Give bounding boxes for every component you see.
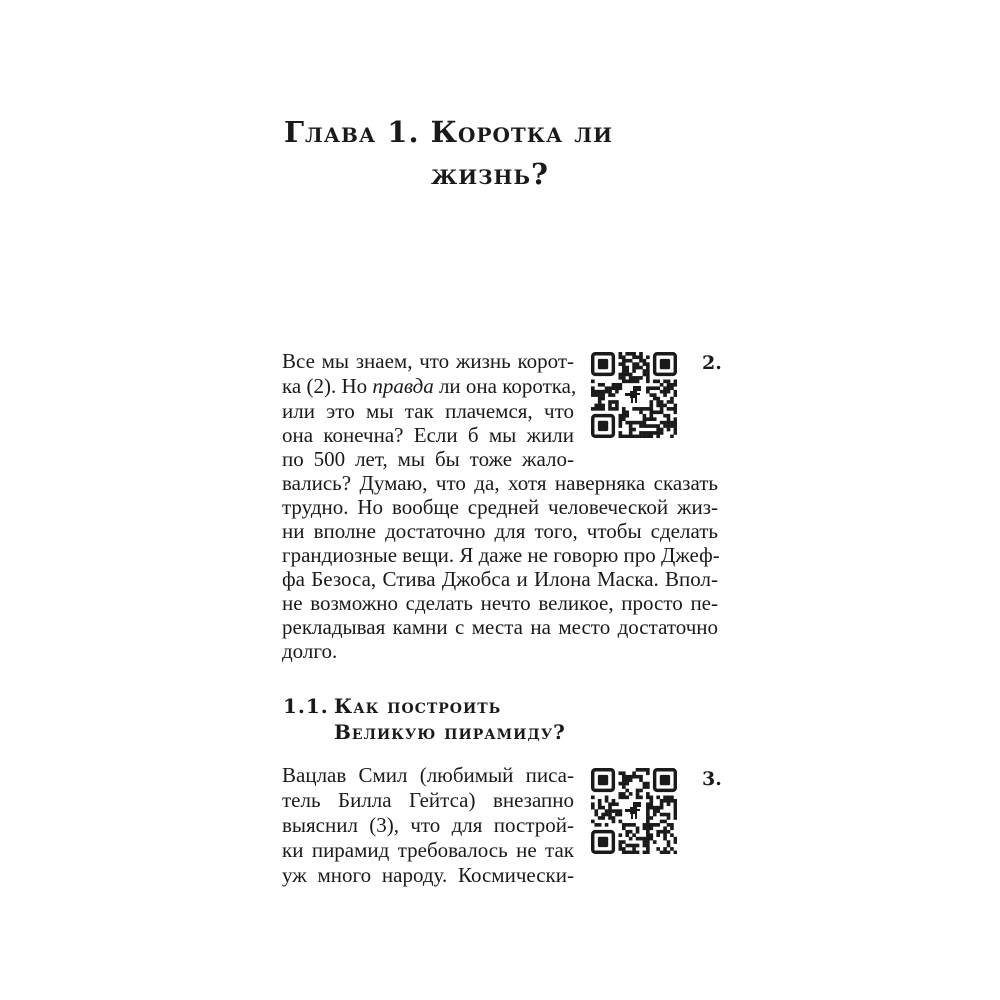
section-title-line1: Как построить — [334, 694, 502, 718]
text-line: фа Безоса, Стива Джобса и Илона Маска. Впол- — [282, 567, 718, 591]
text-line: грандиозные вещи. Я даже не говорю про Джеф- — [282, 543, 720, 567]
text-line: она конечна? Если б мы жили — [282, 423, 574, 447]
dino-icon — [625, 802, 641, 819]
chapter-title-line2: жизнь? — [431, 157, 549, 191]
text-span: ли она коротка, — [438, 374, 577, 398]
qr-code-icon[interactable] — [591, 352, 677, 438]
text-line: уж много народу. Космически- — [282, 863, 574, 887]
text-line: тель Билла Гейтса) внезапно — [282, 788, 574, 812]
reference-number: 3. — [702, 768, 722, 790]
text-line: ни вполне достаточно для того, чтобы сделать — [282, 519, 718, 543]
section-title-line2: Великую пирамиду? — [334, 720, 566, 744]
text-line: Вацлав Смил (любимый писа- — [282, 763, 574, 787]
text-line: ки пирамид требовалось не так — [282, 838, 574, 862]
text-line: выяснил (3), что для построй- — [282, 813, 574, 837]
emphasis-text: правда — [372, 374, 434, 398]
text-line: долго. — [282, 639, 338, 663]
dino-icon — [625, 386, 641, 403]
section-number: 1.1. — [283, 694, 329, 718]
text-line: трудно. Но вообще средней человеческой жиз- — [282, 495, 718, 519]
reference-number: 2. — [702, 352, 722, 374]
text-span: ка (2). Но — [282, 374, 368, 398]
text-line: вались? Думаю, что да, хотя наверняка сказать — [282, 471, 718, 495]
chapter-title-line1: Глава 1. Коротка ли — [284, 115, 613, 149]
text-line: или это мы так плачемся, что — [282, 399, 574, 423]
text-line: не возможно сделать нечто великое, просто пе- — [282, 591, 718, 615]
qr-code-icon[interactable] — [591, 768, 677, 854]
text-line: по 500 лет, мы бы тоже жало- — [282, 447, 574, 471]
text-line: рекладывая камни с места на место достаточно — [282, 615, 718, 639]
text-line: Все мы знаем, что жизнь корот- — [282, 349, 574, 373]
